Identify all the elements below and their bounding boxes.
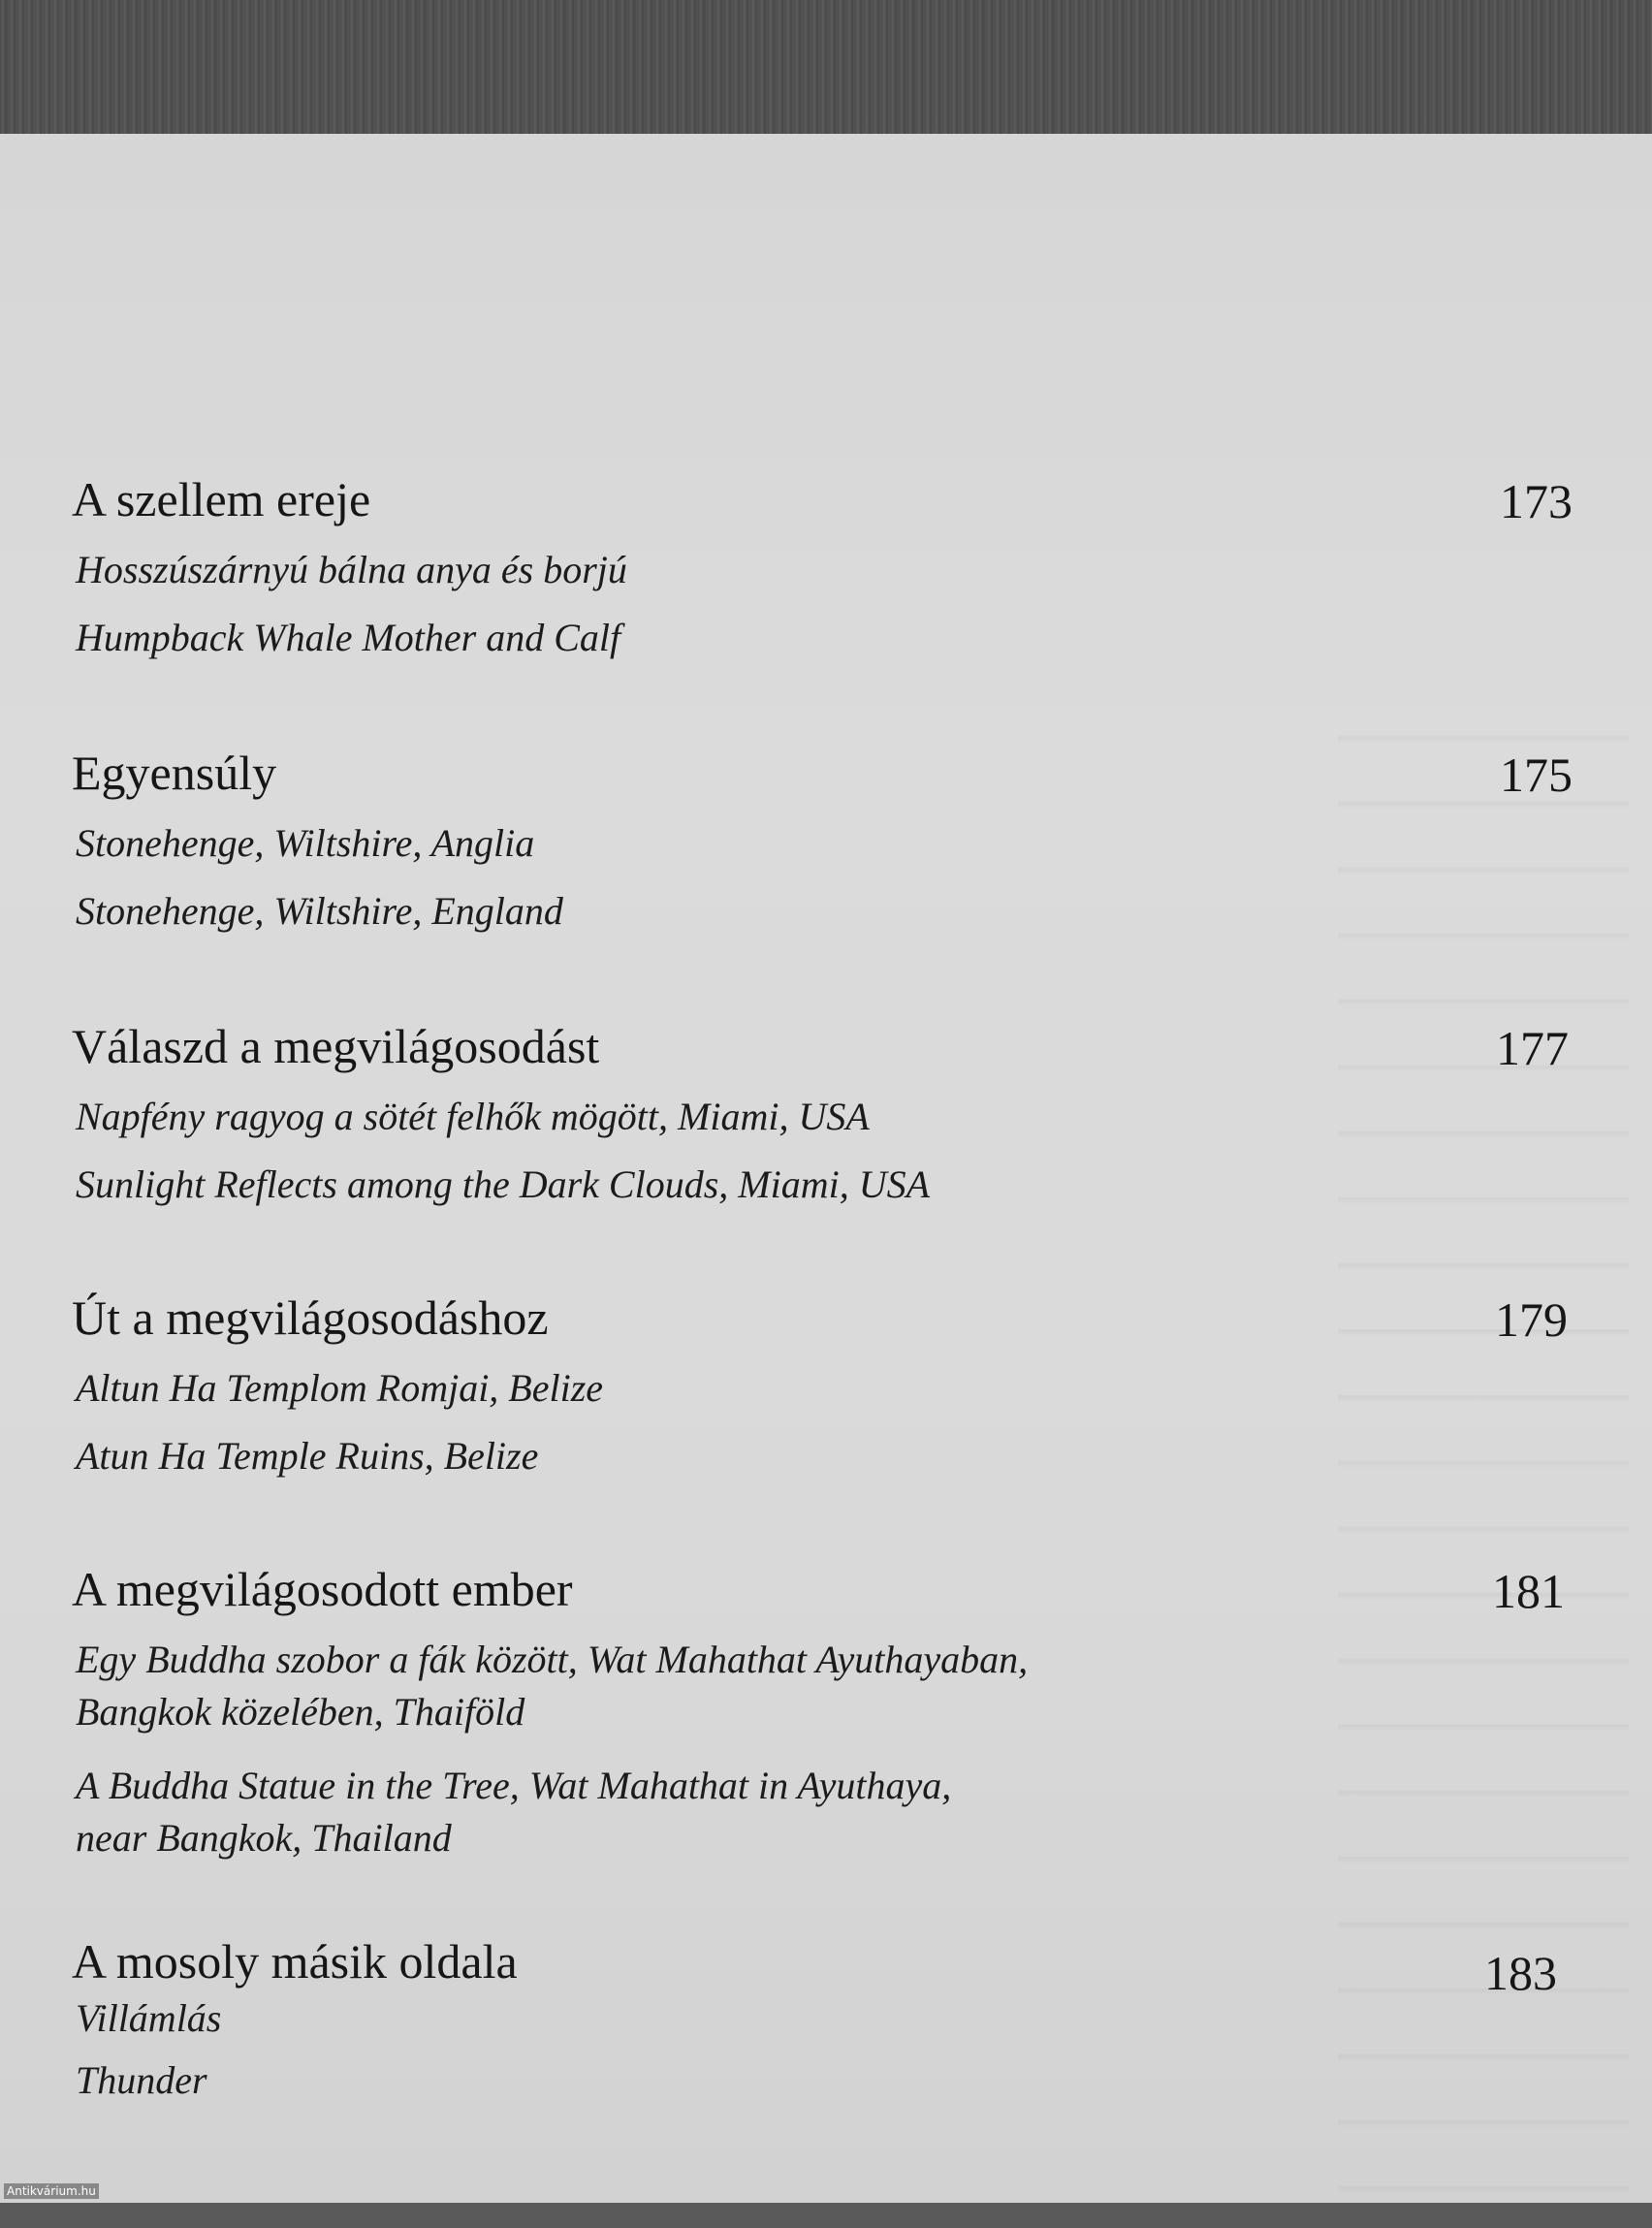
entry-subtitle-en-cont: near Bangkok, Thailand — [76, 1816, 452, 1860]
entry-page-number: 175 — [1500, 748, 1573, 802]
entry-title: A mosoly másik oldala — [72, 1934, 518, 1989]
entry-title: Út a megvilágosodáshoz — [72, 1290, 549, 1345]
entry-subtitle-en: Humpback Whale Mother and Calf — [76, 616, 621, 659]
entry-subtitle-hu: Stonehenge, Wiltshire, Anglia — [76, 821, 535, 865]
entry-title: Egyensúly — [72, 746, 277, 800]
entry-page-number: 173 — [1500, 474, 1573, 528]
entry-subtitle-en: Sunlight Reflects among the Dark Clouds, Miami, USA — [76, 1162, 931, 1206]
entry-page-number: 177 — [1496, 1021, 1569, 1075]
entry-title: Válaszd a megvilágosodást — [72, 1019, 600, 1073]
entry-subtitle-en: Atun Ha Temple Ruins, Belize — [76, 1434, 539, 1478]
entry-subtitle-hu: Hosszúszárnyú bálna anya és borjú — [76, 548, 627, 591]
entry-title: A megvilágosodott ember — [72, 1562, 573, 1616]
entry-subtitle-hu: Napfény ragyog a sötét felhők mögött, Miami, USA — [76, 1095, 870, 1138]
bleed-through-text — [1338, 677, 1629, 2228]
entry-page-number: 179 — [1495, 1292, 1568, 1347]
entry-subtitle-en: Thunder — [76, 2058, 207, 2102]
desk-background — [0, 0, 1652, 155]
entry-subtitle-hu-cont: Bangkok közelében, Thaiföld — [76, 1690, 525, 1734]
entry-page-number: 181 — [1492, 1564, 1565, 1618]
entry-subtitle-hu: Altun Ha Templom Romjai, Belize — [76, 1366, 604, 1410]
entry-page-number: 183 — [1484, 1946, 1557, 2000]
entry-subtitle-en: Stonehenge, Wiltshire, England — [76, 889, 563, 933]
entry-title: A szellem ereje — [72, 472, 371, 526]
watermark: Antikvárium.hu — [4, 2183, 99, 2199]
entry-subtitle-hu: Egy Buddha szobor a fák között, Wat Mahathat Ayuthayaban, — [76, 1638, 1029, 1681]
entry-subtitle-hu: Villámlás — [76, 1996, 222, 2040]
entry-subtitle-en: A Buddha Statue in the Tree, Wat Mahathat in Ayuthaya, — [76, 1764, 952, 1807]
